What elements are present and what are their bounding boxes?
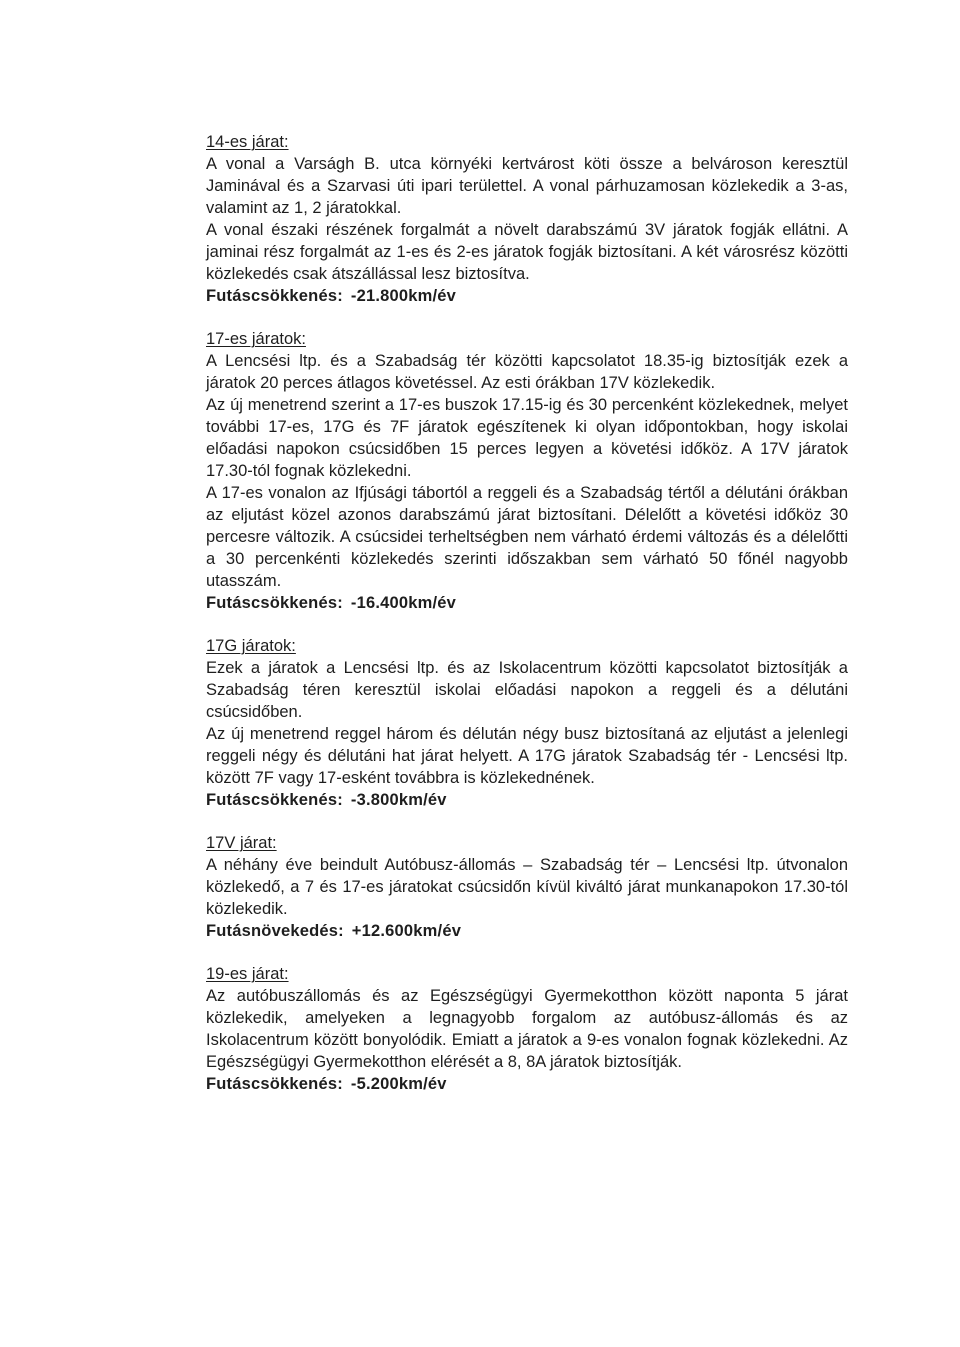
summary-value: -21.800km/év <box>350 287 457 305</box>
summary-line <box>206 285 848 307</box>
summary-line <box>206 1073 848 1095</box>
paragraph: Az autóbuszállomás és az Egészségügyi Gyermekotthon között naponta 5 járat közlekedik, amelyeken a legnagyobb forgalom az autóbusz-állomás és az Iskolacentrum között bonyolódik. Emiatt a járatok a 9-es vonalon fognak közlekedni. Az Egészségügyi Gyermekotthon elérését a 8, 8A járatok biztosítják. <box>206 987 848 1071</box>
summary-label: Futáscsökkenés: <box>206 594 343 612</box>
summary-line <box>206 920 848 942</box>
section-19 <box>206 963 848 1095</box>
summary-value: -16.400km/év <box>350 594 457 612</box>
section-17g <box>206 635 848 811</box>
paragraph: A vonal északi részének forgalmát a növelt darabszámú 3V járatok fogják ellátni. A jaminai rész forgalmát az 1-es és 2-es járatok fogják biztosítani. A két városrész közötti közlekedés csak átszállással lesz biztosítva. <box>206 221 848 283</box>
summary-label: Futáscsökkenés: <box>206 287 343 305</box>
document-page <box>206 131 848 1116</box>
paragraph: A vonal a Varságh B. utca környéki kertvárost köti össze a belvároson keresztül Jaminával és a Szarvasi úti ipari területtel. A vonal párhuzamosan közlekedik a 3-as, valamint az 1, 2 járatokkal. <box>206 155 848 217</box>
paragraph: A néhány éve beindult Autóbusz-állomás – Szabadság tér – Lencsési ltp. útvonalon közlekedő, a 7 és 17-es járatokat csúcsidőn kívül kiváltó járat munkanapokon 17.30-tól közlekedik. <box>206 856 848 918</box>
paragraph: A 17-es vonalon az Ifjúsági tábortól a reggeli és a Szabadság tértől a délutáni órákban az eljutást közel azonos darabszámú járat biztosítani. Délelőtt a követési időköz 30 percesre változik. A csúcsidei terheltségben nem várható érdemi változás és a délelőtti a 30 percenkénti közlekedés szerinti időszakban sem várható 50 főnél nagyobb utasszám. <box>206 484 848 590</box>
summary-value: -5.200km/év <box>350 1075 447 1093</box>
summary-line <box>206 789 848 811</box>
paragraph: Az új menetrend szerint a 17-es buszok 17.15-ig és 30 percenként közlekednek, melyet további 17-es, 17G és 7F járatok egészítenek ki olyan időpontokban, hogy iskolai előadási napokon csúcsidőben 15 perces legyen a követési időköz. A 17V járatok 17.30-tól fognak közlekedni. <box>206 396 848 480</box>
section-heading: 19-es járat: <box>206 965 289 983</box>
summary-label: Futásnövekedés: <box>206 922 344 940</box>
section-heading: 17-es járatok: <box>206 330 306 348</box>
summary-value: +12.600km/év <box>351 922 462 940</box>
section-heading: 17G járatok: <box>206 637 296 655</box>
section-17 <box>206 328 848 614</box>
summary-value: -3.800km/év <box>350 791 447 809</box>
summary-line <box>206 592 848 614</box>
paragraph: Ezek a járatok a Lencsési ltp. és az Iskolacentrum közötti kapcsolatot biztosítják a Szabadság téren keresztül iskolai előadási napokon a reggeli és a délutáni csúcsidőben. <box>206 659 848 721</box>
section-17v <box>206 832 848 942</box>
section-14 <box>206 131 848 307</box>
paragraph: A Lencsési ltp. és a Szabadság tér közötti kapcsolatot 18.35-ig biztosítják ezek a járatok 20 perces átlagos követéssel. Az esti órákban 17V közlekedik. <box>206 352 848 392</box>
summary-label: Futáscsökkenés: <box>206 1075 343 1093</box>
section-heading: 17V járat: <box>206 834 277 852</box>
summary-label: Futáscsökkenés: <box>206 791 343 809</box>
section-heading: 14-es járat: <box>206 133 289 151</box>
paragraph: Az új menetrend reggel három és délután négy busz biztosítaná az eljutást a jelenlegi reggeli négy és délutáni hat járat helyett. A 17G járatok Szabadság tér - Lencsési ltp. között 7F vagy 17-esként továbbra is közlekednének. <box>206 725 848 787</box>
